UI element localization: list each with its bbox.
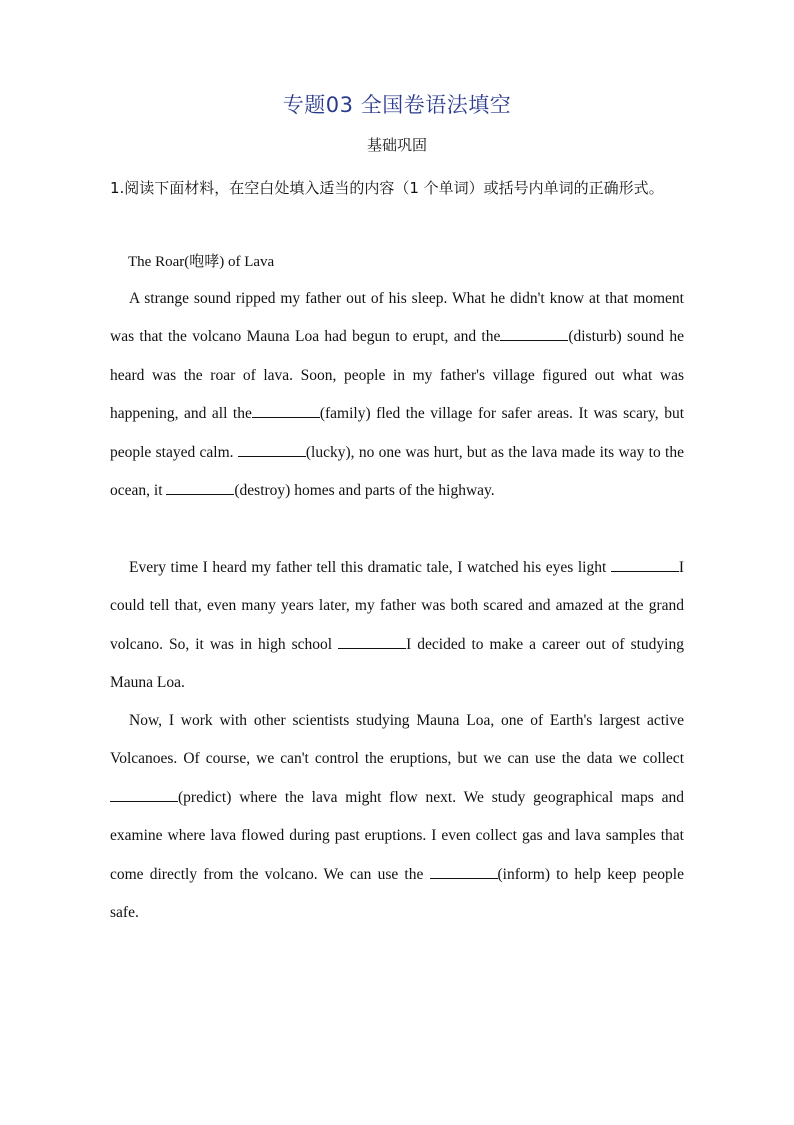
- passage-text: Now, I work with other scientists studying Mauna Loa, one of Earth's largest active Volcanoes. Of course, we can't control the eruptions, but we can use the data we collect: [110, 712, 684, 768]
- answer-blank-1[interactable]: [500, 326, 568, 341]
- passage-text: A strange sound ripped my father out of his sleep. What he didn't know at that moment was that the volcano Mauna Loa had begun to erupt, and the: [110, 290, 684, 346]
- passage-text: I decided to make a career out of studying Mauna Loa.: [110, 635, 684, 692]
- answer-blank-6[interactable]: [338, 634, 406, 649]
- answer-blank-5[interactable]: [611, 557, 679, 572]
- passage-text: (lucky), no one was hurt, but as the lava made its way to the ocean, it: [110, 443, 684, 500]
- passage-text: (disturb) sound he heard was the roar of lava. Soon, people in my father's village figured out what was happening, and all the: [110, 328, 685, 423]
- section-subtitle: 基础巩固: [366, 136, 427, 154]
- passage-text: I could tell that, even many years later, my father was both scared and amazed at the grand volcano. So, it was in high school: [110, 559, 684, 653]
- passage-paragraph-3: [110, 702, 684, 932]
- passage-text: (predict) where the lava might flow next. We study geographical maps and examine where lava flowed during past eruptions. I even collect gas and lava samples that come directly from the volcano. We can use the: [110, 788, 684, 883]
- passage-text: (inform) to help keep people safe.: [110, 865, 684, 922]
- answer-blank-4[interactable]: [166, 480, 234, 495]
- answer-blank-7[interactable]: [110, 787, 178, 802]
- passage-title: The Roar(咆哮) of Lava: [128, 254, 275, 270]
- passage-text: Every time I heard my father tell this dramatic tale, I watched his eyes light: [129, 559, 611, 576]
- passage-paragraph-2: [110, 549, 684, 703]
- passage-text: (destroy) homes and parts of the highway.: [234, 482, 495, 500]
- passage-text: (family) fled the village for safer areas. It was scary, but people stayed calm.: [110, 405, 684, 461]
- question-instruction: 1.阅读下面材料，在空白处填入适当的内容（1 个单词）或括号内单词的正确形式。: [110, 179, 664, 197]
- answer-blank-8[interactable]: [430, 864, 498, 879]
- answer-blank-2[interactable]: [252, 403, 320, 418]
- passage-paragraph-1: [110, 280, 684, 510]
- page-title: 专题03 全国卷语法填空: [282, 93, 512, 117]
- answer-blank-3[interactable]: [238, 442, 306, 457]
